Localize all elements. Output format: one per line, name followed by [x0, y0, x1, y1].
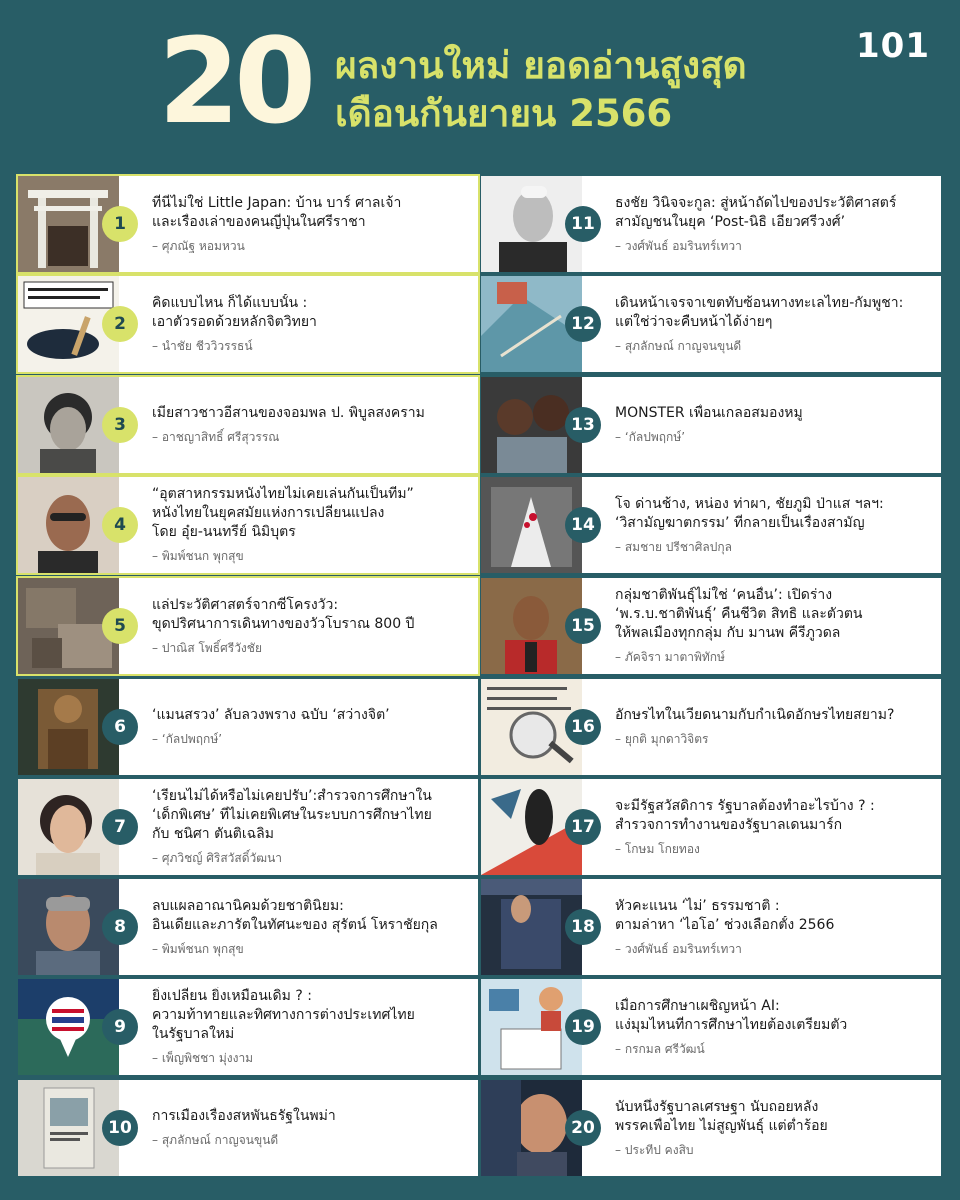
article-content: [615, 879, 931, 975]
article-title-line[interactable]: พรรคเพื่อไทย ไม่สูญพันธุ์ แต่ต่ำร้อย: [615, 1117, 828, 1134]
article-title-line[interactable]: เมื่อการศึกษาเผชิญหน้า AI:: [615, 997, 780, 1014]
article-title-line[interactable]: ‘วิสามัญฆาตกรรม’ ที่กลายเป็นเรื่องสามัญ: [615, 514, 865, 531]
article-text-panel: [582, 176, 941, 272]
rank-badge: 18: [565, 909, 601, 945]
title-line-2: เดือนกันยายน 2566: [335, 92, 673, 135]
rank-badge: 10: [102, 1110, 138, 1146]
rank-badge: 15: [565, 608, 601, 644]
article-content: [615, 779, 931, 875]
article-text-panel: [582, 477, 941, 573]
article-text-panel: [119, 779, 478, 875]
article-text-panel: [582, 679, 941, 775]
article-author: – ศุภณัฐ หอมหวน: [152, 237, 468, 255]
rank-badge: 12: [565, 306, 601, 342]
rank-badge: 3: [102, 407, 138, 443]
article-author: – พิมพ์ชนก พุกสุข: [152, 547, 468, 565]
rank-badge: 13: [565, 407, 601, 443]
article-title-line[interactable]: สามัญชนในยุค ‘Post-นิธิ เอียวศรีวงศ์’: [615, 213, 846, 230]
article-text-panel: [119, 377, 478, 473]
article-card[interactable]: [481, 679, 941, 775]
article-title-line[interactable]: เมียสาวชาวอีสานของจอมพล ป. พิบูลสงคราม: [152, 405, 425, 421]
big-number-title: 20: [158, 12, 311, 150]
article-card[interactable]: [18, 578, 478, 674]
article-content: [152, 578, 468, 674]
article-title-line[interactable]: การเมืองเรื่องสหพันธรัฐในพม่า: [152, 1108, 336, 1124]
article-title-line[interactable]: ยิ่งเปลี่ยน ยิ่งเหมือนเดิม ? :: [152, 988, 312, 1004]
article-content: [152, 276, 468, 372]
article-card[interactable]: [481, 779, 941, 875]
article-title-line[interactable]: ‘พ.ร.บ.ชาติพันธุ์’ คืนชีวิต สิทธิ และตัวตน: [615, 606, 863, 622]
article-title-line[interactable]: หนังไทยในยุคสมัยแห่งการเปลี่ยนแปลง: [152, 505, 385, 521]
article-content: [152, 679, 468, 775]
article-title-line[interactable]: แล่ประวัติศาสตร์จากซี่โครงวัว:: [152, 596, 339, 613]
article-author: – เพ็ญพิชชา มุ่งงาม: [152, 1049, 468, 1067]
article-title-line[interactable]: จะมีรัฐสวัสดิการ รัฐบาลต้องทำอะไรบ้าง ? :: [615, 797, 875, 814]
article-content: [152, 879, 468, 975]
article-content: [152, 979, 468, 1075]
article-title-line[interactable]: ‘เด็กพิเศษ’ ที่ไม่เคยพิเศษในระบบการศึกษาไทย: [152, 807, 432, 823]
article-text-panel: [582, 377, 941, 473]
article-text-panel: [119, 679, 478, 775]
article-text-panel: [119, 276, 478, 372]
article-title-line[interactable]: ความท้าทายและทิศทางการต่างประเทศไทย: [152, 1007, 415, 1023]
article-text-panel: [119, 578, 478, 674]
article-card[interactable]: [481, 578, 941, 674]
article-title-line[interactable]: MONSTER เพื่อนเกลอสมองหมู: [615, 405, 803, 421]
article-card[interactable]: [481, 879, 941, 975]
article-author: – โกษม โกยทอง: [615, 840, 931, 858]
article-title-line[interactable]: กับ ชนิศา ตันติเฉลิม: [152, 826, 274, 842]
article-text-panel: [119, 477, 478, 573]
article-title-line[interactable]: คิดแบบไหน ก็ได้แบบนั้น :: [152, 294, 308, 311]
article-title-line[interactable]: โจ ด่านช้าง, หน่อง ท่าผา, ชัยภูมิ ป่าแส ฯลฯ:: [615, 495, 884, 512]
article-author: – ภัคจิรา มาตาพิทักษ์: [615, 648, 931, 666]
article-content: [152, 377, 468, 473]
article-content: [152, 176, 468, 272]
article-title-line[interactable]: แต่ใช่ว่าจะคืบหน้าได้ง่ายๆ: [615, 313, 773, 330]
article-author: – ปาณิส โพธิ์ศรีวังชัย: [152, 639, 468, 657]
article-text-panel: [119, 879, 478, 975]
article-author: – นำชัย ชีววิวรรธน์: [152, 337, 468, 355]
article-card[interactable]: [481, 1080, 941, 1176]
article-content: [615, 578, 931, 674]
article-card[interactable]: [481, 176, 941, 272]
article-author: – สุภลักษณ์ กาญจนขุนดี: [615, 337, 931, 355]
article-text-panel: [582, 578, 941, 674]
rank-badge: 14: [565, 507, 601, 543]
article-content: [152, 1080, 468, 1176]
rank-badge: 20: [565, 1110, 601, 1146]
article-author: – วงศ์พันธ์ อมรินทร์เทวา: [615, 237, 931, 255]
article-text-panel: [582, 1080, 941, 1176]
article-text-panel: [582, 879, 941, 975]
article-author: – อาชญาสิทธิ์ ศรีสุวรรณ: [152, 428, 468, 446]
article-card[interactable]: [481, 276, 941, 372]
article-title-line[interactable]: ให้พลเมืองทุกกลุ่ม กับ มานพ คีรีภูวดล: [615, 625, 841, 641]
article-author: – ยุกติ มุกดาวิจิตร: [615, 730, 931, 748]
article-author: – สุภลักษณ์ กาญจนขุนดี: [152, 1131, 468, 1149]
article-title-line[interactable]: ลบแผลอาณานิคมด้วยชาตินิยม:: [152, 897, 344, 914]
article-title-line[interactable]: “อุตสาหกรรมหนังไทยไม่เคยเล่นกันเป็นทีม”: [152, 486, 414, 502]
article-content: [615, 477, 931, 573]
article-title-line[interactable]: กลุ่มชาติพันธุ์ไม่ใช่ ‘คนอื่น’: เปิดร่าง: [615, 587, 833, 603]
article-title-line[interactable]: หัวคะแนน ‘ไม่’ ธรรมชาติ :: [615, 897, 780, 914]
article-card[interactable]: [18, 377, 478, 473]
article-content: [615, 1080, 931, 1176]
article-title-line[interactable]: ‘เรียนไม่ได้หรือไม่เคยปรับ’:สำรวจการศึกษาใน: [152, 788, 432, 804]
rank-badge: 5: [102, 608, 138, 644]
article-card[interactable]: [18, 779, 478, 875]
article-title-line[interactable]: อักษรไทในเวียดนามกับกำเนิดอักษรไทยสยาม?: [615, 707, 895, 723]
article-title-line[interactable]: ในรัฐบาลใหม่: [152, 1026, 235, 1042]
article-card[interactable]: [18, 679, 478, 775]
article-title-line[interactable]: ขุดปริศนาการเดินทางของวัวโบราณ 800 ปี: [152, 615, 415, 632]
article-title-line[interactable]: อินเดียและภารัตในทัศนะของ สุรัตน์ โหราชัยกุล: [152, 916, 438, 933]
article-title-line[interactable]: และเรื่องเล่าของคนญี่ปุ่นในศรีราชา: [152, 213, 366, 230]
article-card[interactable]: [18, 477, 478, 573]
article-title-line[interactable]: ธงชัย วินิจจะกูล: สู่หน้าถัดไปของประวัติศาสตร์: [615, 194, 897, 211]
article-content: [615, 679, 931, 775]
article-card[interactable]: [18, 979, 478, 1075]
article-content: [615, 979, 931, 1075]
article-card[interactable]: [481, 377, 941, 473]
article-title-line[interactable]: ‘แมนสรวง’ ลับลวงพราง ฉบับ ‘สว่างจิต’: [152, 707, 390, 723]
article-author: – วงศ์พันธ์ อมรินทร์เทวา: [615, 940, 931, 958]
article-author: – ศุภวิชญ์ ศิริสวัสดิ์วัฒนา: [152, 849, 468, 867]
rank-badge: 19: [565, 1009, 601, 1045]
rank-badge: 8: [102, 909, 138, 945]
article-title-line[interactable]: แง่มุมไหนที่การศึกษาไทยต้องเตรียมตัว: [615, 1016, 848, 1033]
rank-badge: 1: [102, 206, 138, 242]
article-content: [615, 276, 931, 372]
article-content: [152, 477, 468, 573]
article-text-panel: [119, 176, 478, 272]
rank-badge: 2: [102, 306, 138, 342]
article-title-line[interactable]: เอาตัวรอดด้วยหลักจิตวิทยา: [152, 313, 317, 330]
rank-badge: 7: [102, 809, 138, 845]
article-content: [615, 176, 931, 272]
article-author: – กรกมล ศรีวัฒน์: [615, 1040, 931, 1058]
article-text-panel: [582, 779, 941, 875]
article-author: – ‘กัลปพฤกษ์’: [615, 428, 931, 446]
article-card[interactable]: [18, 176, 478, 272]
article-title-line[interactable]: เดินหน้าเจรจาเขตทับซ้อนทางทะเลไทย-กัมพูชา:: [615, 294, 904, 311]
article-card[interactable]: [18, 879, 478, 975]
article-card[interactable]: [481, 979, 941, 1075]
brand-logo[interactable]: 101: [856, 26, 930, 66]
rank-badge: 9: [102, 1009, 138, 1045]
rank-badge: 6: [102, 709, 138, 745]
rank-badge: 17: [565, 809, 601, 845]
rank-badge: 16: [565, 709, 601, 745]
rank-badge: 11: [565, 206, 601, 242]
article-card[interactable]: [481, 477, 941, 573]
article-text-panel: [582, 979, 941, 1075]
rank-badge: 4: [102, 507, 138, 543]
article-card[interactable]: [18, 1080, 478, 1176]
article-author: – พิมพ์ชนก พุกสุข: [152, 940, 468, 958]
article-author: – สมชาย ปรีชาศิลปกุล: [615, 538, 931, 556]
article-content: [152, 779, 468, 875]
article-title-line[interactable]: สำรวจการทำงานของรัฐบาลเดนมาร์ก: [615, 816, 843, 833]
article-text-panel: [119, 979, 478, 1075]
article-title-line[interactable]: โดย อุ๋ย-นนทรีย์ นิมิบุตร: [152, 524, 296, 540]
article-text-panel: [119, 1080, 478, 1176]
title-line-1: ผลงานใหม่ ยอดอ่านสูงสุด: [335, 44, 747, 87]
article-title-line[interactable]: นับหนึ่งรัฐบาลเศรษฐา นับถอยหลัง: [615, 1098, 819, 1115]
article-card[interactable]: [18, 276, 478, 372]
article-content: [615, 377, 931, 473]
article-title-line[interactable]: ตามล่าหา ‘ไอโอ’ ช่วงเลือกตั้ง 2566: [615, 916, 835, 933]
article-author: – ประทีป คงสิบ: [615, 1141, 931, 1159]
article-text-panel: [582, 276, 941, 372]
article-title-line[interactable]: ที่นี่ไม่ใช่ Little Japan: บ้าน บาร์ ศาลเจ้า: [152, 194, 402, 211]
article-author: – ‘กัลปพฤกษ์’: [152, 730, 468, 748]
